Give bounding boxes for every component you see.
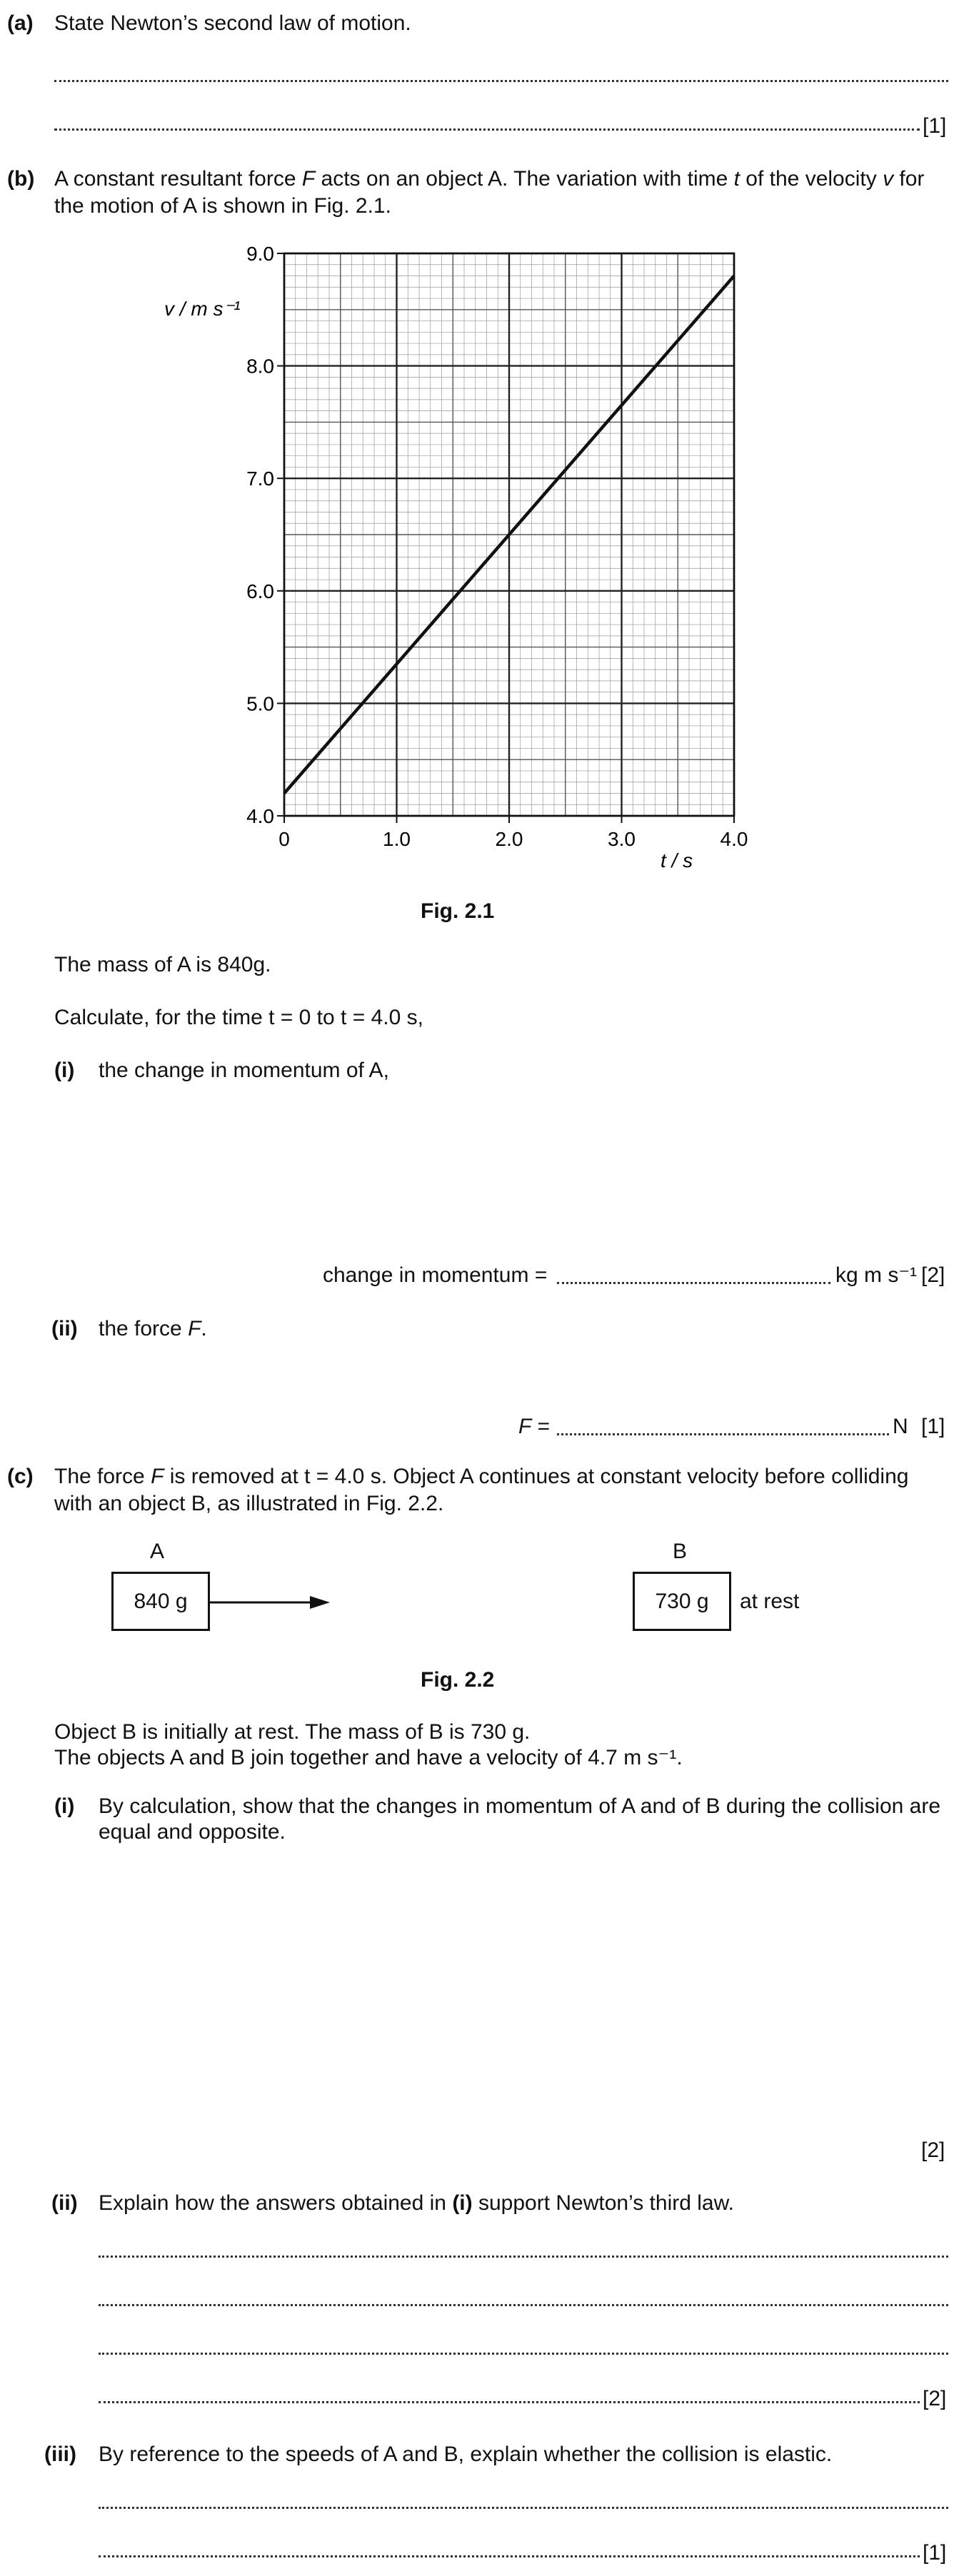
mark-allocation: [1] — [921, 1415, 945, 1438]
part-b-intro-line1: A constant resultant force F acts on an object A. The variation with time t of the velocity v for — [54, 167, 925, 191]
object-a-block — [111, 1572, 210, 1631]
x-tick-label: 3.0 — [608, 828, 636, 850]
velocity-time-graph — [143, 236, 757, 892]
answer-line[interactable] — [99, 2555, 920, 2557]
fig-2-1-caption: Fig. 2.1 — [421, 899, 495, 923]
object-b-state: at rest — [740, 1590, 800, 1613]
y-tick-label: 8.0 — [246, 355, 274, 378]
object-b-block — [633, 1572, 731, 1631]
y-tick-label: 4.0 — [246, 805, 274, 827]
y-axis-label: v / m s⁻¹ — [164, 298, 241, 320]
mark-allocation: [2] — [921, 2138, 945, 2162]
force-answer-unit: N — [893, 1415, 908, 1438]
answer-line[interactable] — [99, 2353, 948, 2355]
mark-allocation: [2] — [923, 2387, 947, 2410]
part-b-i-label: (i) — [54, 1059, 75, 1082]
y-tick-label: 6.0 — [246, 580, 274, 602]
answer-line[interactable] — [54, 80, 948, 82]
part-a-question: State Newton’s second law of motion. — [54, 11, 411, 35]
momentum-answer-label: change in momentum = — [323, 1263, 548, 1287]
mark-allocation: [2] — [921, 1263, 945, 1287]
y-tick-label: 9.0 — [246, 243, 274, 265]
answer-line[interactable] — [54, 128, 920, 131]
x-axis-label: t / s — [661, 849, 693, 872]
part-a-label: (a) — [7, 11, 34, 35]
part-b-intro-line2: the motion of A is shown in Fig. 2.1. — [54, 194, 391, 218]
mark-allocation: [1] — [923, 114, 947, 138]
x-tick-label: 4.0 — [720, 828, 748, 850]
force-answer-field[interactable] — [557, 1433, 889, 1435]
mark-allocation: [1] — [923, 2541, 947, 2565]
object-b-mass: 730 g — [655, 1589, 709, 1613]
answer-line[interactable] — [99, 2304, 948, 2306]
part-c-ii-text: Explain how the answers obtained in (i) support Newton’s third law. — [99, 2191, 734, 2215]
part-c-i-text-line2: equal and opposite. — [99, 1820, 286, 1844]
answer-line[interactable] — [99, 2401, 920, 2403]
x-tick-label: 0 — [278, 828, 290, 850]
part-b-i-text: the change in momentum of A, — [99, 1059, 389, 1082]
velocity-arrow-icon — [210, 1592, 331, 1613]
calculate-instruction: Calculate, for the time t = 0 to t = 4.0 s, — [54, 1006, 423, 1029]
part-c-label: (c) — [7, 1465, 34, 1488]
part-b-label: (b) — [7, 167, 35, 191]
object-a-mass: 840 g — [134, 1589, 188, 1613]
part-c-intro-line1: The force F is removed at t = 4.0 s. Object A continues at constant velocity before colliding — [54, 1465, 909, 1488]
fig-2-2-caption: Fig. 2.2 — [421, 1668, 495, 1692]
part-b-ii-label: (ii) — [51, 1317, 78, 1340]
part-c-intro-line2: with an object B, as illustrated in Fig. 2.2. — [54, 1492, 444, 1515]
part-c-i-label: (i) — [54, 1794, 75, 1818]
part-c-iii-text: By reference to the speeds of A and B, explain whether the collision is elastic. — [99, 2443, 833, 2466]
x-tick-label: 1.0 — [383, 828, 411, 850]
part-c-i-text-line1: By calculation, show that the changes in momentum of A and of B during the collision are — [99, 1794, 941, 1818]
mass-statement: The mass of A is 840g. — [54, 953, 271, 976]
answer-line[interactable] — [99, 2507, 948, 2509]
momentum-answer-field[interactable] — [557, 1282, 830, 1284]
force-answer-label: F = — [518, 1415, 550, 1438]
answer-line[interactable] — [99, 2256, 948, 2258]
part-c-info-line1: Object B is initially at rest. The mass of B is 730 g. — [54, 1720, 531, 1744]
y-tick-label: 5.0 — [246, 692, 274, 715]
x-tick-label: 2.0 — [495, 828, 523, 850]
y-tick-label: 7.0 — [246, 468, 274, 490]
part-c-info-line2: The objects A and B join together and have a velocity of 4.7 m s⁻¹. — [54, 1746, 683, 1769]
part-b-ii-text: the force F. — [99, 1317, 207, 1340]
part-c-iii-label: (iii) — [44, 2443, 76, 2466]
momentum-answer-unit: kg m s⁻¹ — [835, 1263, 918, 1287]
object-a-label: A — [150, 1540, 165, 1563]
object-b-label: B — [673, 1540, 688, 1563]
part-c-ii-label: (ii) — [51, 2191, 78, 2215]
